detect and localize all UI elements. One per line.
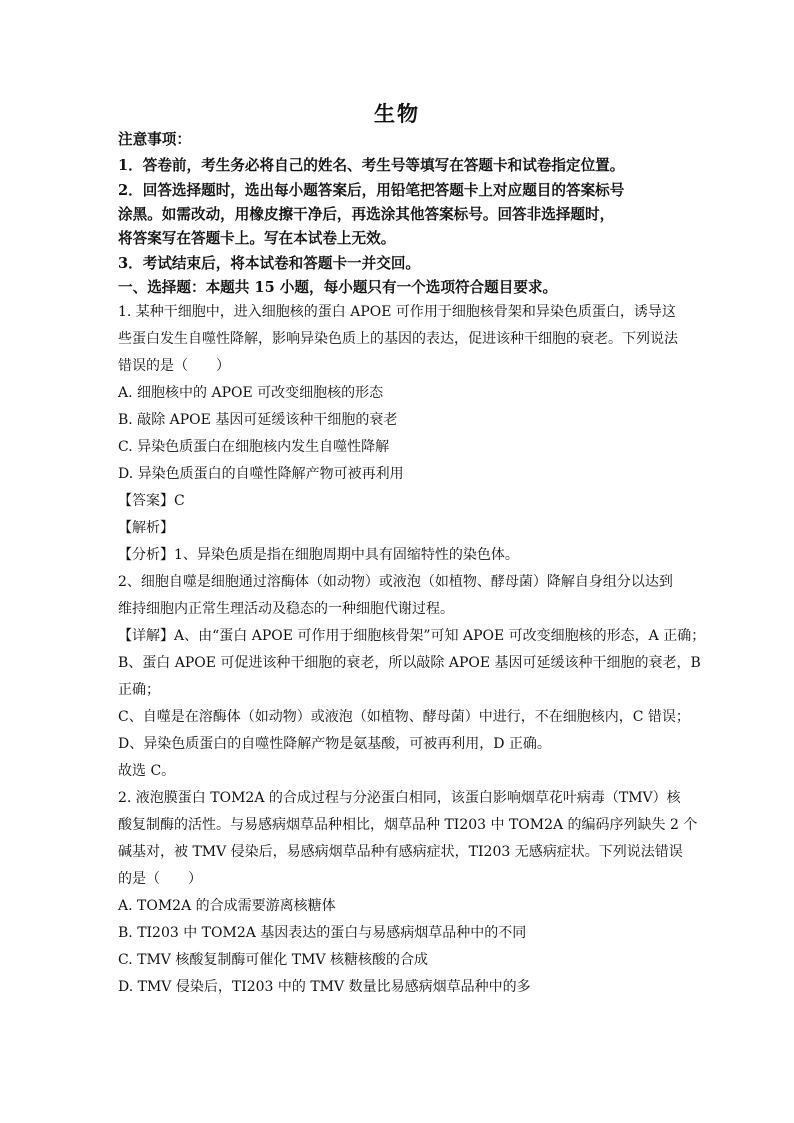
note-item-2: 2．回答选择题时，选出每小题答案后，用铅笔把答题卡上对应题目的答案标号 <box>118 182 625 199</box>
note-item-3: 3．考试结束后，将本试卷和答题卡一并交回。 <box>118 255 421 272</box>
note-item-1: 1．答卷前，考生务必将自己的姓名、考生号等填写在答题卡和试卷指定位置。 <box>118 157 625 174</box>
q2-stem-line: 2. 液泡膜蛋白 TOM2A 的合成过程与分泌蛋白相同，该蛋白影响烟草花叶病毒（TMV）核 <box>118 790 681 806</box>
page-title: 生物 <box>374 101 420 126</box>
q1-option-b: B. 敲除 APOE 基因可延缓该种干细胞的衰老 <box>118 412 398 428</box>
q1-analysis-line: 正确； <box>118 682 160 698</box>
q1-analysis-line: D、异染色质蛋白的自噬性降解产物是氨基酸，可被再利用，D 正确。 <box>118 736 551 752</box>
q1-analysis-label: 【解析】 <box>118 520 174 536</box>
q1-option-d: D. 异染色质蛋白的自噬性降解产物可被再利用 <box>118 466 404 482</box>
q1-option-a: A. 细胞核中的 APOE 可改变细胞核的形态 <box>118 385 384 401</box>
q2-option-a: A. TOM2A 的合成需要游离核糖体 <box>118 898 336 914</box>
q1-analysis-line: B、蛋白 APOE 可促进该种干细胞的衰老，所以敲除 APOE 基因可延缓该种干细胞的衰老，B <box>118 655 701 671</box>
q2-option-b: B. TI203 中 TOM2A 基因表达的蛋白与易感病烟草品种中的不同 <box>118 925 527 941</box>
q1-conclusion: 故选 C。 <box>118 763 176 779</box>
q1-analysis-line: 2、细胞自噬是细胞通过溶酶体（如动物）或液泡（如植物、酵母菌）降解自身组分以达到 <box>118 574 673 590</box>
q1-analysis-line: C、自噬是在溶酶体（如动物）或液泡（如植物、酵母菌）中进行，不在细胞核内，C 错误； <box>118 709 690 725</box>
q1-analysis-line: 维持细胞内正常生理活动及稳态的一种细胞代谢过程。 <box>118 601 454 617</box>
q1-stem-line: 1. 某种干细胞中，进入细胞核的蛋白 APOE 可作用于细胞核骨架和异染色质蛋白，诱导这 <box>118 304 676 320</box>
section-heading: 一、选择题：本题共 15 小题，每小题只有一个选项符合题目要求。 <box>118 279 558 296</box>
q1-answer: 【答案】C <box>118 493 185 509</box>
q1-stem-line: 错误的是（ ） <box>118 358 230 374</box>
q2-stem-line: 碱基对，被 TMV 侵染后，易感病烟草品种有感病症状，TI203 无感病症状。下列说法错误 <box>118 844 683 860</box>
q2-stem-line: 的是（ ） <box>118 871 202 887</box>
q1-analysis-line: 【分析】1、异染色质是指在细胞周期中具有固缩特性的染色体。 <box>118 547 519 563</box>
q1-stem-line: 些蛋白发生自噬性降解，影响异染色质上的基因的表达，促进该种干细胞的衰老。下列说法 <box>118 331 678 347</box>
q2-stem-line: 酸复制酶的活性。与易感病烟草品种相比，烟草品种 TI203 中 TOM2A 的编码序列缺失 2 个 <box>118 817 698 833</box>
notes-heading: 注意事项： <box>118 131 191 148</box>
q1-option-c: C. 异染色质蛋白在细胞核内发生自噬性降解 <box>118 439 390 455</box>
note-item-2-cont: 涂黑。如需改动，用橡皮擦干净后，再选涂其他答案标号。回答非选择题时， <box>118 206 615 223</box>
q2-option-d: D. TMV 侵染后，TI203 中的 TMV 数量比易感病烟草品种中的多 <box>118 979 531 995</box>
q2-option-c: C. TMV 核酸复制酶可催化 TMV 核糖核酸的合成 <box>118 952 429 968</box>
q1-analysis-line: 【详解】A、由“蛋白 APOE 可作用于细胞核骨架”可知 APOE 可改变细胞核的形态，A 正确； <box>118 628 706 644</box>
note-item-2-cont2: 将答案写在答题卡上。写在本试卷上无效。 <box>118 230 396 247</box>
